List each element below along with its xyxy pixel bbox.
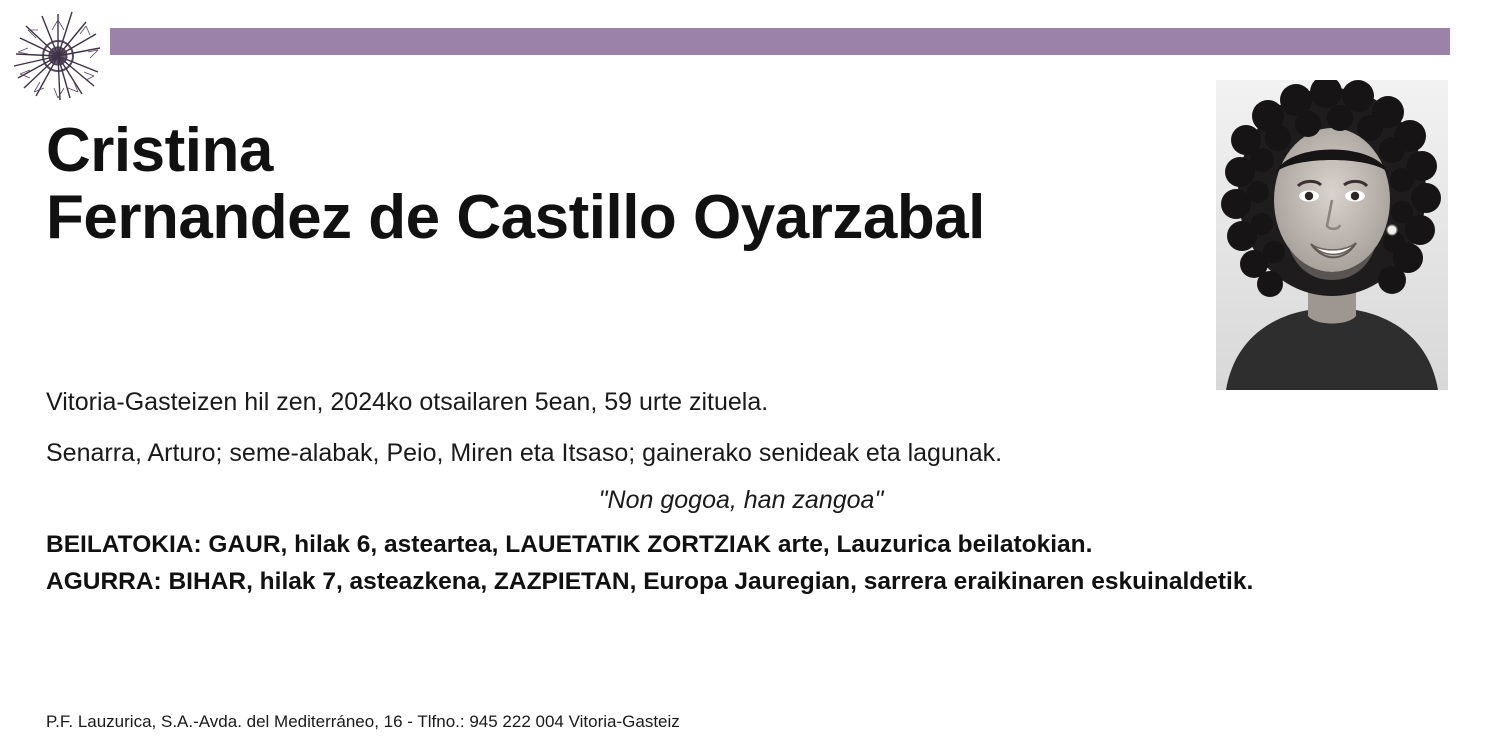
- header-accent-bar: [110, 28, 1450, 55]
- deceased-name: [46, 118, 1206, 252]
- name-first: Cristina: [46, 116, 273, 185]
- farewell-line: AGURRA: BIHAR, hilak 7, asteazkena, ZAZPIETAN, Europa Jauregian, sarrera eraikinaren eskuinaldetik.: [46, 568, 1254, 596]
- notice-body: [46, 388, 1446, 598]
- death-line: Vitoria-Gasteizen hil zen, 2024ko otsailaren 5ean, 59 urte zituela.: [46, 388, 769, 416]
- family-line: Senarra, Arturo; seme-alabak, Peio, Miren eta Itsaso; gainerako senideak eta lagunak.: [46, 439, 1003, 467]
- portrait-photo: [1216, 80, 1448, 390]
- quote-line: "Non gogoa, han zangoa": [598, 486, 884, 514]
- flower-ornament-icon: [10, 8, 106, 104]
- wake-line: BEILATOKIA: GAUR, hilak 6, asteartea, LAUETATIK ZORTZIAK arte, Lauzurica beilatokian.: [46, 531, 1093, 558]
- funeral-home-footer: P.F. Lauzurica, S.A.-Avda. del Mediterráneo, 16 - Tlfno.: 945 222 004 Vitoria-Gasteiz: [46, 712, 680, 731]
- name-last: Fernandez de Castillo Oyarzabal: [46, 182, 985, 252]
